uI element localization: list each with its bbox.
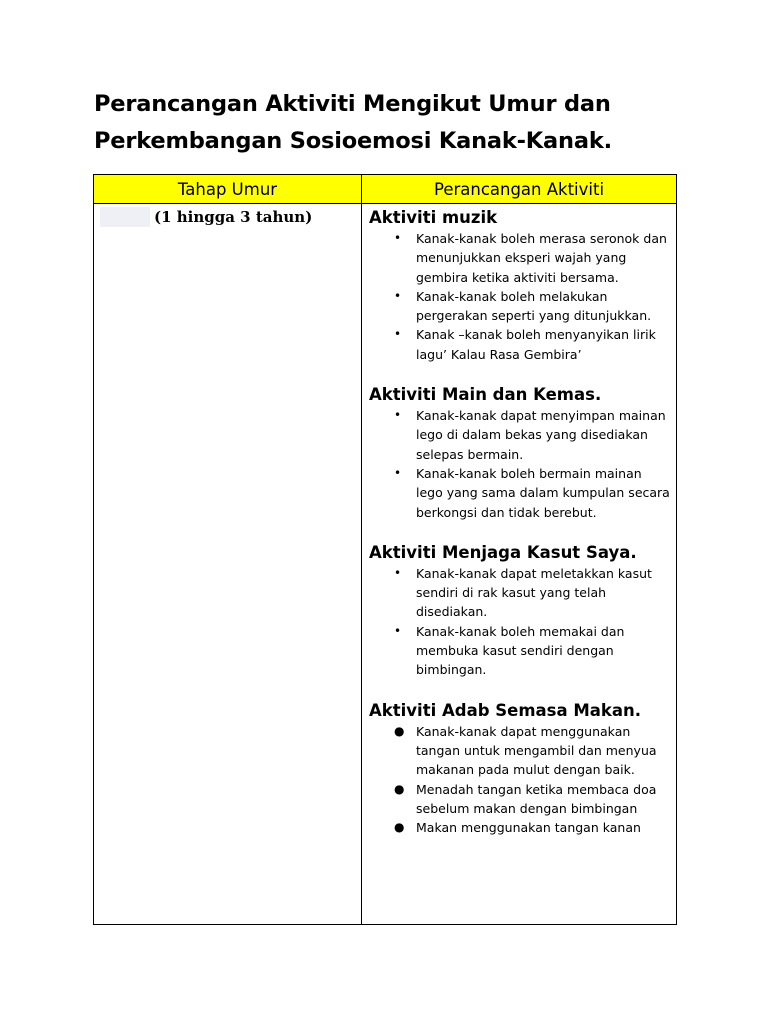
list-item: ● Kanak-kanak dapat menggunakan tangan untuk mengambil dan menyua makanan pada mulut dengan baik. [394, 723, 657, 778]
activity-title: Aktiviti Main dan Kemas. [369, 385, 602, 405]
bullet-icon: • [394, 623, 402, 638]
list-item: ● Makan menggunakan tangan kanan [369, 818, 676, 837]
list-item: • Kanak-kanak boleh bermain mainan lego yang sama dalam kumpulan secara berkongsi dan tidak berebut. [394, 465, 670, 520]
list-item: • Kanak-kanak dapat meletakkan kasut sendiri di rak kasut yang telah disediakan. [394, 565, 652, 620]
activity-block-play-tidy [369, 384, 676, 522]
bullet-icon: • [394, 465, 402, 480]
activity-plan-table [93, 174, 677, 925]
table-header-row [94, 175, 677, 204]
list-item: • Kanak-kanak boleh memakai dan membuka kasut sendiri dengan bimbingan. [394, 623, 625, 678]
list-item: ● Menadah tangan ketika membaca doa sebelum makan dengan bimbingan [394, 781, 657, 816]
list-item: • Kanak –kanak boleh menyanyikan lirik lagu’ Kalau Rasa Gembira’ [394, 327, 656, 362]
bullet-icon: ● [394, 820, 405, 835]
list-item: • Kanak-kanak boleh melakukan pergerakan seperti yang ditunjukkan. [394, 288, 652, 324]
document-title: Perancangan Aktiviti Mengikut Umur dan Perkembangan Sosioemosi Kanak-Kanak. [94, 91, 612, 154]
bullet-icon: • [394, 231, 402, 245]
activity-cell [362, 204, 677, 925]
activity-items [369, 406, 676, 522]
header-age-stage: Tahap Umur [94, 175, 362, 204]
activity-title: Aktiviti Menjaga Kasut Saya. [369, 542, 637, 562]
bullet-icon: ● [394, 781, 405, 796]
activity-block-shoes [369, 542, 676, 680]
header-activity-plan: Perancangan Aktiviti [362, 175, 677, 204]
activity-items [369, 564, 676, 680]
table-row [94, 204, 677, 925]
activity-items [369, 722, 676, 838]
activity-items [369, 229, 676, 364]
activity-title: Aktiviti Adab Semasa Makan. [369, 700, 642, 720]
bullet-icon: • [394, 288, 402, 303]
activity-block-music [369, 207, 676, 364]
bullet-icon: ● [394, 723, 405, 738]
bullet-icon: • [394, 408, 402, 423]
list-item: • Kanak-kanak boleh merasa seronok dan menunjukkan eksperi wajah yang gembira ketika aktiviti bersama. [394, 231, 667, 285]
age-cell [94, 204, 362, 925]
activity-title: Aktiviti muzik [369, 208, 498, 227]
bullet-icon: • [394, 327, 402, 342]
age-highlight-box [100, 207, 150, 227]
age-range-label: (1 hingga 3 tahun) [154, 208, 313, 226]
activity-block-meal-manners [369, 700, 676, 838]
list-item: • Kanak-kanak dapat menyimpan mainan lego di dalam bekas yang disediakan selepas bermain. [394, 408, 666, 462]
bullet-icon: • [394, 565, 402, 580]
